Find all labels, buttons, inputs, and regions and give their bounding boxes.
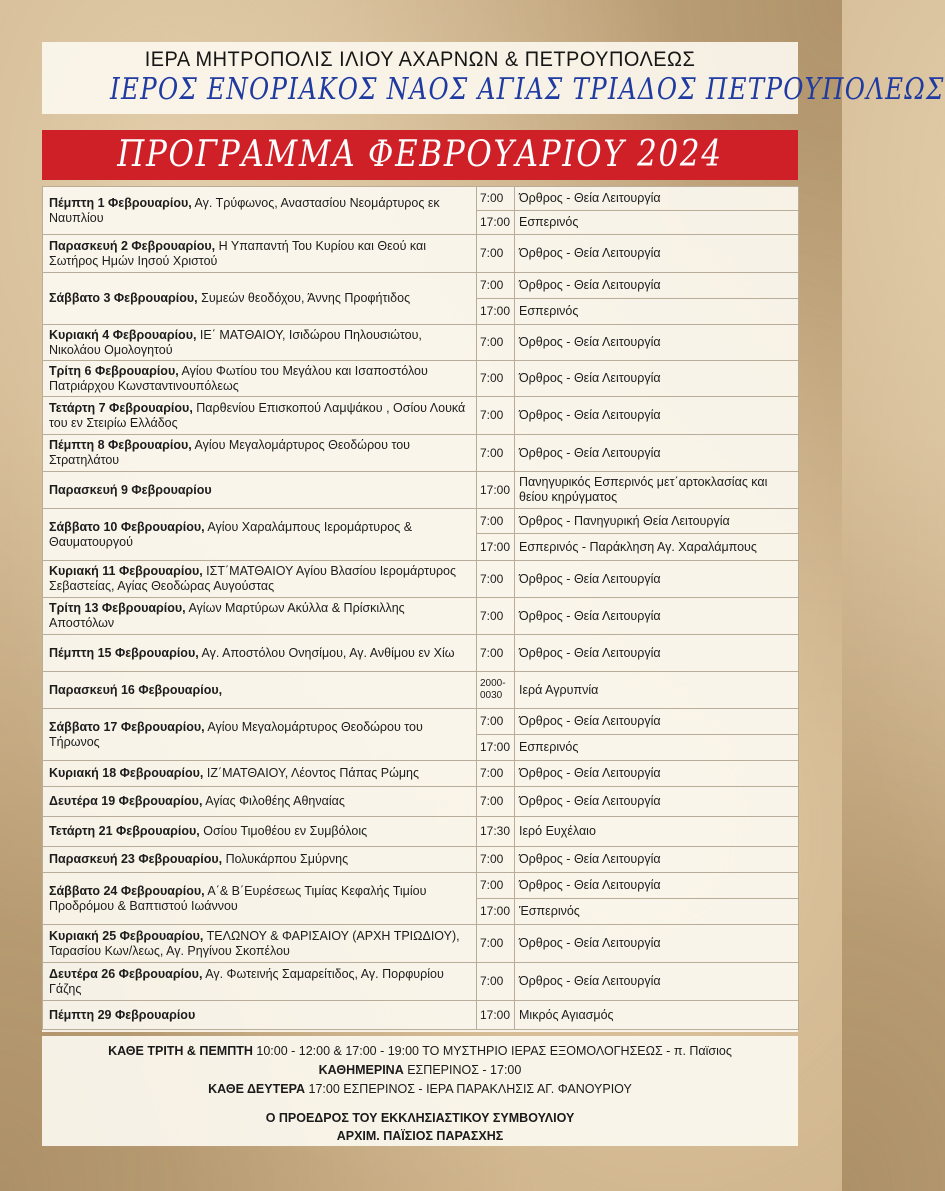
time-cell: 7:00 (477, 361, 515, 397)
service-cell: Όρθρος - Θεία Λειτουργία (515, 561, 799, 598)
day-date: Παρασκευή 23 Φεβρουαρίου, (49, 852, 223, 866)
time-cell: 17:30 (477, 817, 515, 847)
day-feast: Η Υπαπαντή Του Κυρίου και Θεού και Σωτήρος Ημών Ιησού Χριστού (49, 238, 427, 268)
day-date: Πέμπτη 15 Φεβρουαρίου, (49, 645, 199, 660)
day-date: Σάββατο 3 Φεβρουαρίου, (49, 291, 198, 305)
schedule-row (43, 561, 799, 598)
service-cell: Ιερά Αγρυπνία (515, 672, 799, 709)
day-feast: Αγ. Φωτεινής Σαμαρείτιδος, Αγ. Πορφυρίου Γάζης (49, 966, 444, 996)
time-cell: 7:00 (477, 925, 515, 963)
time-cell: 17:00 (477, 899, 515, 925)
time-cell: 7:00 (477, 509, 515, 534)
day-cell (43, 187, 477, 235)
schedule-row (43, 397, 799, 435)
service-cell: Εσπερινός (515, 211, 799, 235)
president-signature (42, 1109, 798, 1145)
service-cell: Πανηγυρικός Εσπερινός μετ΄αρτοκλασίας και θείου κηρύγματος (515, 472, 799, 509)
day-date: Κυριακή 25 Φεβρουαρίου, (49, 928, 204, 943)
day-cell (43, 235, 477, 273)
schedule-row (43, 787, 799, 817)
day-cell (43, 361, 477, 397)
president-title: Ο ΠΡΟΕΔΡΟΣ ΤΟΥ ΕΚΚΛΗΣΙΑΣΤΙΚΟΥ ΣΥΜΒΟΥΛΙΟΥ (265, 1111, 575, 1125)
day-date: Κυριακή 18 Φεβρουαρίου, (49, 766, 204, 780)
service-cell: Μικρός Αγιασμός (515, 1001, 799, 1030)
day-cell (43, 273, 477, 325)
service-cell: Έσπερινός (515, 899, 799, 925)
time-cell: 7:00 (477, 635, 515, 672)
schedule-row (43, 235, 799, 273)
schedule-row (43, 509, 799, 534)
time-cell: 7:00 (477, 397, 515, 435)
day-cell (43, 847, 477, 873)
day-date: Παρασκευή 2 Φεβρουαρίου, (49, 238, 216, 253)
schedule-body (43, 187, 799, 1030)
president-name: ΑΡΧΙΜ. ΠΑΪΣΙΟΣ ΠΑΡΑΣΧΗΣ (336, 1129, 504, 1143)
day-feast: Αγ. Τρύφωνος, Αναστασίου Νεομάρτυρος εκ Ναυπλίου (49, 195, 440, 225)
day-date: Τρίτη 13 Φεβρουαρίου, (49, 601, 186, 615)
day-cell (43, 598, 477, 635)
day-cell (43, 325, 477, 361)
schedule-row (43, 635, 799, 672)
day-feast: Αγίων Μαρτύρων Ακύλλα & Πρίσκιλλης Αποστόλων (49, 601, 405, 630)
day-cell (43, 509, 477, 561)
day-cell (43, 817, 477, 847)
time-cell: 7:00 (477, 325, 515, 361)
day-feast: Παρθενίου Επισκοπού Λαμψάκου , Οσίου Λουκά του εν Στειρίω Ελλάδος (49, 400, 466, 430)
day-feast: Αγίου Χαραλάμπους Ιερομάρτυρος & Θαυματουργού (49, 519, 413, 549)
day-date: Τετάρτη 21 Φεβρουαρίου, (49, 824, 200, 838)
schedule-row (43, 761, 799, 787)
time-cell: 7:00 (477, 761, 515, 787)
time-cell: 7:00 (477, 598, 515, 635)
day-date: Δευτέρα 19 Φεβρουαρίου, (49, 794, 203, 808)
day-cell (43, 472, 477, 509)
schedule-row (43, 873, 799, 899)
service-cell: Όρθρος - Θεία Λειτουργία (515, 361, 799, 397)
time-cell: 7:00 (477, 435, 515, 472)
day-feast: Αγίου Μεγαλομάρτυρος Θεοδώρου του Στρατηλάτου (49, 438, 410, 467)
header (42, 42, 945, 114)
time-cell: 7:00 (477, 273, 515, 299)
day-date: Πέμπτη 1 Φεβρουαρίου, (49, 195, 192, 210)
schedule-row (43, 325, 799, 361)
day-cell (43, 1001, 477, 1030)
day-feast: Οσίου Τιμοθέου εν Συμβόλοις (199, 824, 368, 838)
time-cell: 17:00 (477, 735, 515, 761)
service-cell: Εσπερινός - Παράκληση Αγ. Χαραλάμπους (515, 534, 799, 561)
day-cell (43, 963, 477, 1001)
day-cell (43, 672, 477, 709)
service-cell: Όρθρος - Θεία Λειτουργία (515, 873, 799, 899)
time-cell: 17:00 (477, 299, 515, 325)
metropolis-title: ΙΕΡΑ ΜΗΤΡΟΠΟΛΙΣ ΙΛΙΟΥ ΑΧΑΡΝΩΝ & ΠΕΤΡΟΥΠΟΛΕΩΣ (144, 48, 696, 71)
schedule-row (43, 847, 799, 873)
service-cell: Όρθρος - Θεία Λειτουργία (515, 847, 799, 873)
day-date: Δευτέρα 26 Φεβρουαρίου, (49, 966, 203, 981)
service-cell: Όρθρος - Θεία Λειτουργία (515, 709, 799, 735)
time-cell: 17:00 (477, 472, 515, 509)
service-cell: Όρθρος - Θεία Λειτουργία (515, 397, 799, 435)
service-cell: Όρθρος - Πανηγυρική Θεία Λειτουργία (515, 509, 799, 534)
day-date: Παρασκευή 16 Φεβρουαρίου, (49, 682, 223, 697)
day-date: Κυριακή 4 Φεβρουαρίου, (49, 327, 197, 342)
service-cell: Όρθρος - Θεία Λειτουργία (515, 787, 799, 817)
time-cell: 7:00 (477, 847, 515, 873)
day-feast: Αγίας Φιλοθέης Αθηναίας (202, 794, 345, 808)
schedule-row (43, 817, 799, 847)
service-cell: Όρθρος - Θεία Λειτουργία (515, 635, 799, 672)
day-cell (43, 709, 477, 761)
day-date: Τρίτη 6 Φεβρουαρίου, (49, 363, 179, 378)
day-feast: Αγ. Αποστόλου Ονησίμου, Αγ. Ανθίμου εν Χίω (198, 645, 455, 660)
day-cell (43, 397, 477, 435)
confession-note: ΚΑΘΕ ΤΡΙΤΗ & ΠΕΜΠΤΗ 10:00 - 12:00 & 17:00 - 19:00 ΤΟ ΜΥΣΤΗΡΙΟ ΙΕΡΑΣ ΕΞΟΜΟΛΟΓΗΣΕΩΣ - π. Παϊσιος (108, 1044, 732, 1058)
schedule-row (43, 435, 799, 472)
footer-notes (42, 1036, 798, 1146)
day-feast: Αγίου Φωτίου του Μεγάλου και Ισαποστόλου Πατριάρχου Κωνσταντινουπόλεως (49, 363, 428, 393)
monday-note: ΚΑΘΕ ΔΕΥΤΕΡΑ 17:00 ΕΣΠΕΡΙΝΟΣ - ΙΕΡΑ ΠΑΡΑΚΛΗΣΙΣ ΑΓ. ΦΑΝΟΥΡΙΟΥ (208, 1082, 632, 1096)
day-feast: Αγίου Μεγαλομάρτυρος Θεοδώρου του Τήρωνος (49, 719, 423, 749)
time-cell: 17:00 (477, 534, 515, 561)
day-feast: ΙΕ΄ ΜΑΤΘΑΙΟΥ, Ισιδώρου Πηλουσιώτου, Νικολάου Ομολογητού (49, 327, 422, 357)
day-cell (43, 635, 477, 672)
time-cell: 7:00 (477, 187, 515, 211)
day-cell (43, 435, 477, 472)
service-cell: Ιερό Ευχέλαιο (515, 817, 799, 847)
service-cell: Εσπερινός (515, 735, 799, 761)
day-date: Παρασκευή 9 Φεβρουαρίου (49, 482, 212, 497)
service-cell: Όρθρος - Θεία Λειτουργία (515, 273, 799, 299)
schedule-row (43, 187, 799, 211)
schedule-row (43, 598, 799, 635)
service-cell: Όρθρος - Θεία Λειτουργία (515, 963, 799, 1001)
day-cell (43, 761, 477, 787)
parish-title: ΙΕΡΟΣ ΕΝΟΡΙΑΚΟΣ ΝΑΟΣ ΑΓΙΑΣ ΤΡΙΑΔΟΣ ΠΕΤΡΟΥΠΟΛΕΩΣ (110, 72, 945, 107)
time-cell: 7:00 (477, 561, 515, 598)
schedule-row (43, 273, 799, 299)
day-cell (43, 873, 477, 925)
program-title: ΠΡΟΓΡΑΜΜΑ ΦΕΒΡΟΥΑΡΙΟΥ 2024 (117, 134, 723, 175)
schedule-row (43, 963, 799, 1001)
schedule-row (43, 709, 799, 735)
service-cell: Όρθρος - Θεία Λειτουργία (515, 761, 799, 787)
day-date: Πέμπτη 8 Φεβρουαρίου, (49, 438, 192, 452)
time-cell: 17:00 (477, 211, 515, 235)
day-feast: ΤΕΛΩΝΟΥ & ΦΑΡΙΣΑΙΟΥ (ΑΡΧΗ ΤΡΙΩΔΙΟΥ), Ταρασίου Κων/λεως, Αγ. Ρηγίνου Σκοπέλου (49, 928, 460, 958)
day-date: Σάββατο 10 Φεβρουαρίου, (49, 519, 205, 534)
time-cell: 7:00 (477, 787, 515, 817)
time-cell: 7:00 (477, 709, 515, 735)
schedule-table-container (42, 186, 798, 1032)
service-cell: Όρθρος - Θεία Λειτουργία (515, 235, 799, 273)
day-date: Κυριακή 11 Φεβρουαρίου, (49, 564, 203, 578)
day-cell (43, 925, 477, 963)
day-date: Σάββατο 17 Φεβρουαρίου, (49, 719, 205, 734)
day-feast: Α΄& Β΄Ευρέσεως Τιμίας Κεφαλής Τιμίου Προδρόμου & Βαπτιστού Ιωάννου (49, 883, 427, 913)
time-cell: 7:00 (477, 235, 515, 273)
day-date: Πέμπτη 29 Φεβρουαρίου (49, 1007, 196, 1022)
service-cell: Εσπερινός (515, 299, 799, 325)
daily-vespers-note: ΚΑΘΗΜΕΡΙΝΑ ΕΣΠΕΡΙΝΟΣ - 17:00 (318, 1063, 522, 1077)
day-cell (43, 561, 477, 598)
day-feast: ΙΖ΄ΜΑΤΘΑΙΟΥ, Λέοντος Πάπας Ρώμης (203, 766, 420, 780)
service-cell: Όρθρος - Θεία Λειτουργία (515, 598, 799, 635)
day-feast: Συμεών θεοδόχου, Άννης Προφήτιδος (197, 291, 411, 305)
schedule-row (43, 925, 799, 963)
schedule-row (43, 361, 799, 397)
service-cell: Όρθρος - Θεία Λειτουργία (515, 187, 799, 211)
time-cell: 7:00 (477, 873, 515, 899)
time-cell: 2000-0030 (477, 672, 515, 709)
day-date: Τετάρτη 7 Φεβρουαρίου, (49, 400, 193, 415)
day-cell (43, 787, 477, 817)
time-cell: 7:00 (477, 963, 515, 1001)
schedule-row (43, 472, 799, 509)
program-banner (42, 130, 798, 180)
day-feast: ΙΣΤ΄ΜΑΤΘΑΙΟΥ Αγίου Βλασίου Ιερομάρτυρος Σεβαστείας, Αγίας Θεοδώρας Αυγούστας (49, 564, 457, 593)
schedule-table (42, 186, 799, 1030)
service-cell: Όρθρος - Θεία Λειτουργία (515, 435, 799, 472)
day-feast: Πολυκάρπου Σμύρνης (222, 852, 349, 866)
service-cell: Όρθρος - Θεία Λειτουργία (515, 925, 799, 963)
day-date: Σάββατο 24 Φεβρουαρίου, (49, 883, 205, 898)
schedule-row (43, 1001, 799, 1030)
service-cell: Όρθρος - Θεία Λειτουργία (515, 325, 799, 361)
time-cell: 17:00 (477, 1001, 515, 1030)
schedule-row (43, 672, 799, 709)
